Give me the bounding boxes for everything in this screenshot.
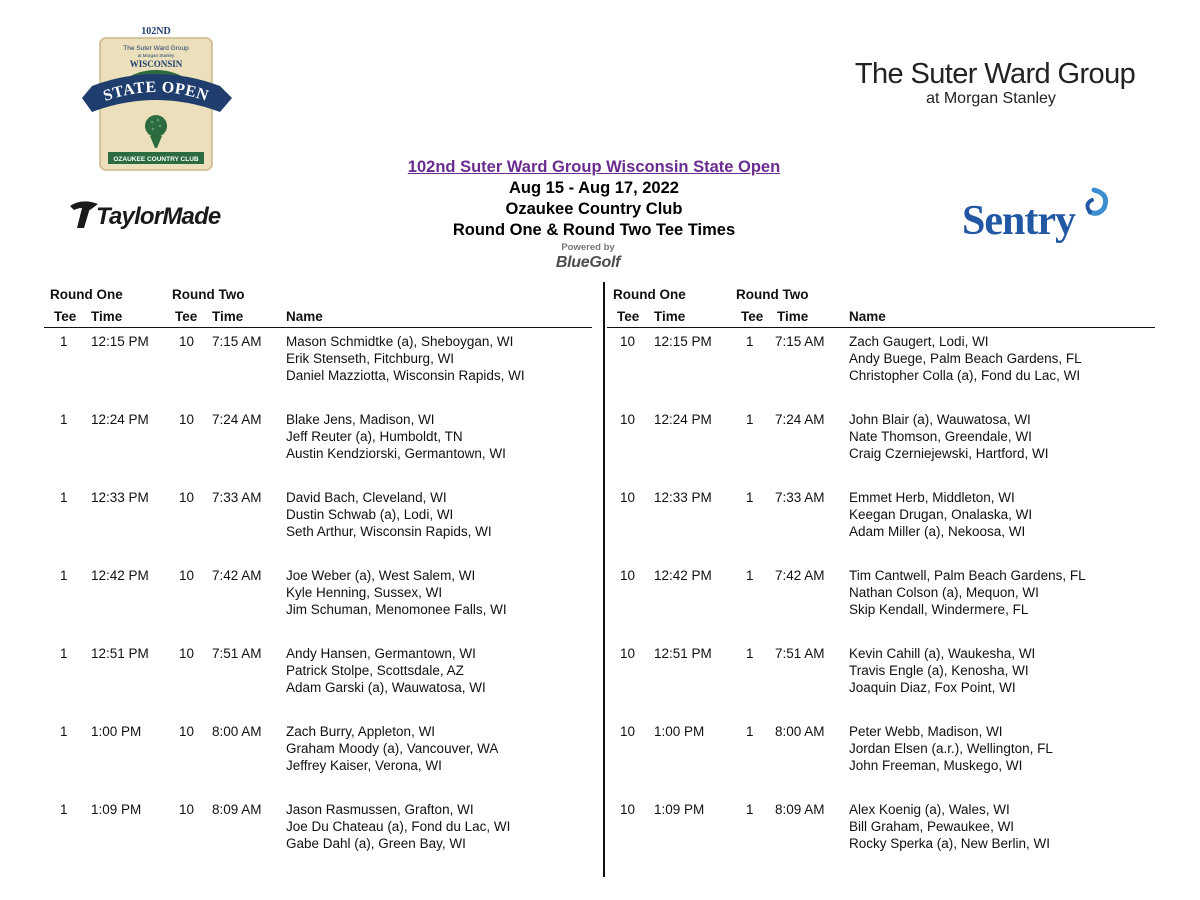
round-one-tee: 10 [620, 802, 636, 817]
player-name: Tim Cantwell, Palm Beach Gardens, FL [849, 568, 1086, 583]
player-name: David Bach, Cleveland, WI [286, 490, 447, 505]
player-name: Craig Czerniejewski, Hartford, WI [849, 446, 1049, 461]
player-name: Jason Rasmussen, Grafton, WI [286, 802, 474, 817]
round-two-tee: 1 [746, 412, 754, 427]
player-list [286, 489, 492, 540]
player-name: Adam Miller (a), Nekoosa, WI [849, 524, 1026, 539]
sentry-swirl-icon [1087, 190, 1105, 213]
bluegolf-logo: BlueGolf [555, 254, 621, 271]
round-two-time: 8:00 AM [212, 724, 262, 739]
round-two-tee: 1 [746, 724, 754, 739]
round-two-tee: 10 [179, 412, 195, 427]
tournament-venue: Ozaukee Country Club [505, 200, 683, 218]
tournament-title-link[interactable]: 102nd Suter Ward Group Wisconsin State Open [407, 158, 781, 176]
tee-time-group [607, 411, 1155, 489]
round-two-time: 8:09 AM [775, 802, 825, 817]
round-two-tee: 1 [746, 802, 754, 817]
tee-time-group [607, 567, 1155, 645]
round-one-time: 12:42 PM [91, 568, 149, 583]
round-one-tee: 1 [60, 412, 68, 427]
tee-times-left [44, 284, 592, 879]
player-name: Jeff Reuter (a), Humboldt, TN [286, 429, 463, 444]
round-one-time: 12:51 PM [654, 646, 712, 661]
player-name: Adam Garski (a), Wauwatosa, WI [286, 680, 486, 695]
header-round-two: Round Two [172, 287, 245, 302]
player-name: Dustin Schwab (a), Lodi, WI [286, 507, 454, 522]
svg-text:STATE OPEN: STATE OPEN [101, 78, 211, 105]
player-list [286, 645, 486, 696]
header-time: Time [212, 309, 244, 324]
round-one-time: 1:00 PM [91, 724, 142, 739]
player-list [286, 411, 506, 462]
svg-text:OZAUKEE COUNTRY CLUB: OZAUKEE COUNTRY CLUB [113, 156, 199, 163]
round-two-tee: 1 [746, 568, 754, 583]
player-name: Patrick Stolpe, Scottsdale, AZ [286, 663, 464, 678]
round-one-time: 1:00 PM [654, 724, 705, 739]
tee-time-group [44, 411, 592, 489]
header-time: Time [654, 309, 686, 324]
player-name: Rocky Sperka (a), New Berlin, WI [849, 836, 1051, 851]
round-two-tee: 10 [179, 646, 195, 661]
round-two-time: 7:51 AM [775, 646, 825, 661]
player-list [849, 489, 1032, 540]
header-tee: Tee [54, 309, 77, 324]
player-list [286, 723, 498, 774]
player-name: Joe Du Chateau (a), Fond du Lac, WI [286, 819, 511, 834]
player-name: Gabe Dahl (a), Green Bay, WI [286, 836, 466, 851]
round-two-tee: 1 [746, 334, 754, 349]
player-name: John Blair (a), Wauwatosa, WI [849, 412, 1031, 427]
tournament-dates: Aug 15 - Aug 17, 2022 [509, 179, 679, 197]
player-name: Peter Webb, Madison, WI [849, 724, 1003, 739]
powered-by-bluegolf [538, 242, 638, 272]
player-name: Austin Kendziorski, Germantown, WI [286, 446, 506, 461]
table-header-columns [44, 306, 592, 328]
player-name: Jim Schuman, Menomonee Falls, WI [286, 602, 507, 617]
round-two-time: 7:24 AM [212, 412, 262, 427]
round-two-tee: 10 [179, 334, 195, 349]
suter-ward-name: The Suter Ward Group [854, 58, 1136, 90]
round-one-tee: 1 [60, 568, 68, 583]
round-one-time: 12:33 PM [654, 490, 712, 505]
player-list [286, 801, 510, 852]
tee-time-group [44, 723, 592, 801]
player-list [849, 645, 1035, 696]
player-name: Erik Stenseth, Fitchburg, WI [286, 351, 455, 366]
suter-ward-sub: at Morgan Stanley [926, 90, 1056, 107]
player-name: Nathan Colson (a), Mequon, WI [849, 585, 1039, 600]
table-header-columns [607, 306, 1155, 328]
round-two-time: 7:42 AM [212, 568, 262, 583]
suter-ward-group-logo [850, 58, 1140, 108]
player-name: Jeffrey Kaiser, Verona, WI [286, 758, 442, 773]
sentry-logo [958, 186, 1114, 248]
player-name: Keegan Drugan, Onalaska, WI [849, 507, 1033, 522]
title-block [344, 157, 844, 241]
header-tee: Tee [741, 309, 764, 324]
player-name: Mason Schmidtke (a), Sheboygan, WI [286, 334, 514, 349]
header-tee: Tee [617, 309, 640, 324]
round-one-tee: 10 [620, 568, 636, 583]
round-two-time: 7:42 AM [775, 568, 825, 583]
player-name: Andy Hansen, Germantown, WI [286, 646, 476, 661]
player-name: Daniel Mazziotta, Wisconsin Rapids, WI [286, 368, 525, 383]
header-round-one: Round One [50, 287, 123, 302]
state-open-logo [80, 22, 236, 172]
player-name: Travis Engle (a), Kenosha, WI [849, 663, 1029, 678]
player-name: Graham Moody (a), Vancouver, WA [286, 741, 499, 756]
round-two-tee: 10 [179, 724, 195, 739]
header-tee: Tee [175, 309, 198, 324]
player-name: Joaquin Diaz, Fox Point, WI [849, 680, 1016, 695]
svg-text:102ND: 102ND [141, 26, 171, 37]
player-list [849, 723, 1053, 774]
round-two-time: 7:33 AM [212, 490, 262, 505]
player-name: Zach Burry, Appleton, WI [286, 724, 436, 739]
player-list [849, 801, 1050, 852]
tee-time-group [44, 645, 592, 723]
header-time: Time [91, 309, 123, 324]
player-name: Skip Kendall, Windermere, FL [849, 602, 1029, 617]
tee-time-group [607, 645, 1155, 723]
round-two-tee: 10 [179, 802, 195, 817]
column-divider [603, 282, 605, 877]
player-name: Joe Weber (a), West Salem, WI [286, 568, 476, 583]
player-name: Alex Koenig (a), Wales, WI [849, 802, 1010, 817]
round-two-tee: 10 [179, 568, 195, 583]
tee-times-right [607, 284, 1155, 879]
round-one-tee: 1 [60, 802, 68, 817]
header-time: Time [777, 309, 809, 324]
taylormade-logo [68, 196, 240, 232]
round-one-tee: 10 [620, 646, 636, 661]
round-one-tee: 1 [60, 646, 68, 661]
tee-time-group [44, 567, 592, 645]
round-two-time: 7:51 AM [212, 646, 262, 661]
taylormade-t-icon [70, 201, 98, 228]
round-two-time: 7:33 AM [775, 490, 825, 505]
header-name: Name [286, 309, 323, 324]
tee-time-group [607, 801, 1155, 879]
tee-time-group [607, 489, 1155, 567]
table-header-rounds [607, 284, 1155, 306]
powered-by-label: Powered by [561, 242, 615, 253]
svg-text:TaylorMade: TaylorMade [96, 203, 221, 230]
svg-text:Sentry: Sentry [962, 198, 1075, 244]
round-one-time: 12:42 PM [654, 568, 712, 583]
tee-time-groups [44, 333, 592, 879]
player-list [849, 333, 1082, 384]
player-name: Nate Thomson, Greendale, WI [849, 429, 1032, 444]
round-one-time: 1:09 PM [654, 802, 705, 817]
player-name: Kyle Henning, Sussex, WI [286, 585, 443, 600]
player-name: Jordan Elsen (a.r.), Wellington, FL [849, 741, 1053, 756]
player-list [286, 333, 525, 384]
round-one-time: 12:33 PM [91, 490, 149, 505]
player-list [849, 567, 1086, 618]
table-header-rounds [44, 284, 592, 306]
player-name: Christopher Colla (a), Fond du Lac, WI [849, 368, 1081, 383]
tournament-subtitle: Round One & Round Two Tee Times [452, 221, 736, 239]
header-round-one: Round One [613, 287, 686, 302]
round-one-tee: 10 [620, 412, 636, 427]
round-two-tee: 10 [179, 490, 195, 505]
round-two-time: 8:09 AM [212, 802, 262, 817]
player-name: Blake Jens, Madison, WI [286, 412, 435, 427]
round-one-tee: 1 [60, 724, 68, 739]
player-name: Seth Arthur, Wisconsin Rapids, WI [286, 524, 492, 539]
round-one-time: 12:15 PM [91, 334, 149, 349]
round-one-tee: 1 [60, 490, 68, 505]
round-one-tee: 10 [620, 490, 636, 505]
svg-text:at Morgan Stanley: at Morgan Stanley [137, 53, 175, 58]
svg-text:WISCONSIN: WISCONSIN [129, 59, 183, 69]
tee-time-groups [607, 333, 1155, 879]
tee-time-group [607, 333, 1155, 411]
round-one-time: 1:09 PM [91, 802, 142, 817]
round-one-time: 12:15 PM [654, 334, 712, 349]
player-name: Zach Gaugert, Lodi, WI [849, 334, 989, 349]
tee-time-group [44, 801, 592, 879]
round-two-time: 8:00 AM [775, 724, 825, 739]
round-two-time: 7:24 AM [775, 412, 825, 427]
round-two-time: 7:15 AM [212, 334, 262, 349]
round-one-time: 12:24 PM [91, 412, 149, 427]
round-one-tee: 10 [620, 724, 636, 739]
round-one-tee: 10 [620, 334, 636, 349]
round-two-tee: 1 [746, 646, 754, 661]
round-two-tee: 1 [746, 490, 754, 505]
player-list [286, 567, 507, 618]
player-name: Andy Buege, Palm Beach Gardens, FL [849, 351, 1082, 366]
player-list [849, 411, 1049, 462]
round-one-time: 12:51 PM [91, 646, 149, 661]
header-name: Name [849, 309, 886, 324]
tee-time-group [44, 333, 592, 411]
tee-time-group [44, 489, 592, 567]
round-one-time: 12:24 PM [654, 412, 712, 427]
player-name: John Freeman, Muskego, WI [849, 758, 1023, 773]
player-name: Kevin Cahill (a), Waukesha, WI [849, 646, 1036, 661]
player-name: Emmet Herb, Middleton, WI [849, 490, 1015, 505]
round-one-tee: 1 [60, 334, 68, 349]
player-name: Bill Graham, Pewaukee, WI [849, 819, 1015, 834]
round-two-time: 7:15 AM [775, 334, 825, 349]
header-round-two: Round Two [736, 287, 809, 302]
tee-time-group [607, 723, 1155, 801]
svg-text:The Suter Ward Group: The Suter Ward Group [123, 45, 189, 52]
